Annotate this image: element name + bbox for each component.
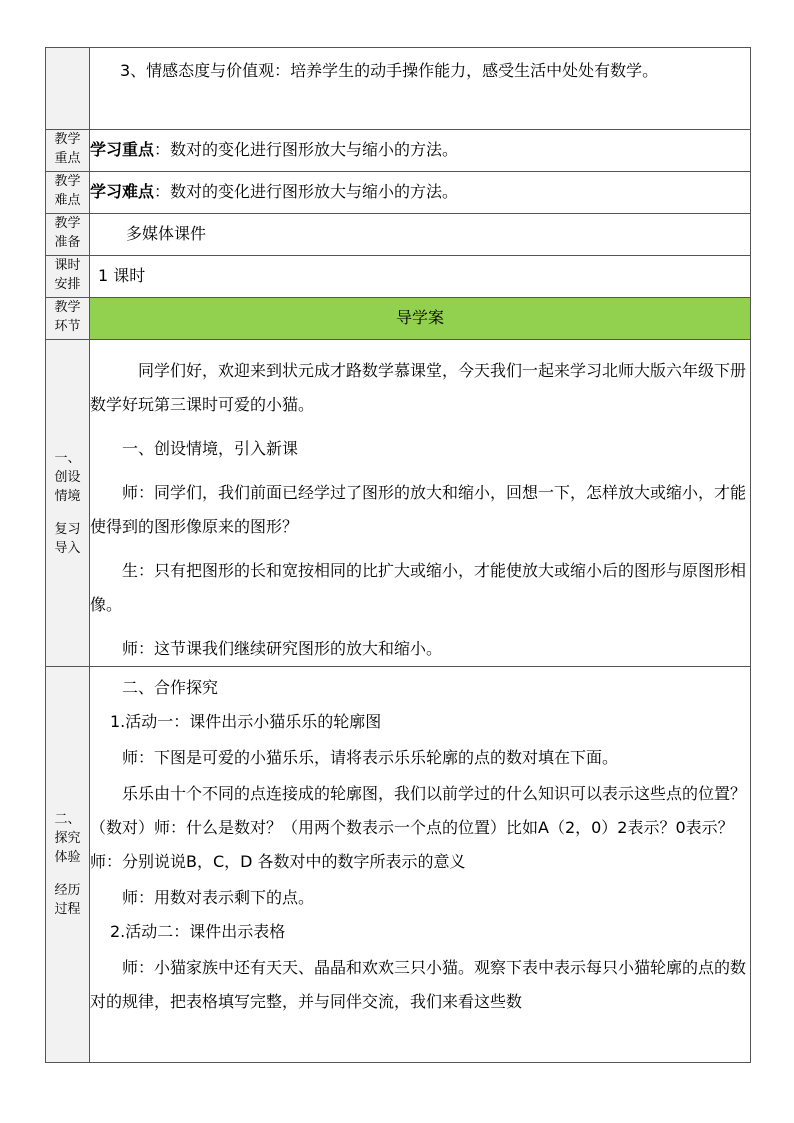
- label-line: 教学: [54, 132, 81, 147]
- spacer: [90, 544, 750, 554]
- goal3-text: 3、情感态度与价值观：培养学生的动手操作能力，感受生活中处处有数学。: [120, 61, 659, 80]
- label-line: 导入: [54, 540, 81, 556]
- schedule-cell: [90, 256, 751, 298]
- label-line: 教学: [54, 216, 81, 231]
- difficulty-text: 数对的变化进行图形放大与缩小的方法。: [170, 182, 459, 201]
- key-point-title: 学习重点: [90, 140, 155, 159]
- row-label-stage: [46, 298, 90, 340]
- label-line: 环节: [54, 319, 81, 334]
- stage-band: [90, 298, 751, 340]
- row-difficulty: [46, 172, 751, 214]
- lesson-plan-table: [45, 47, 751, 1063]
- section1-paragraph: 生：只有把图形的长和宽按相同的比扩大或缩小，才能使放大或缩小后的图形与原图形相像。: [90, 561, 747, 614]
- label-line: 难点: [54, 193, 81, 208]
- row-label-difficulty: [46, 172, 90, 214]
- activity1-heading: 1.活动一：课件出示小猫乐乐的轮廓图: [110, 712, 382, 731]
- preparation-cell: [90, 214, 751, 256]
- difficulty-cell: [90, 172, 751, 214]
- difficulty-title: 学习难点: [90, 182, 155, 201]
- row-emotional-goal: [46, 48, 751, 130]
- section1-paragraph: 师：这节课我们继续研究图形的放大和缩小。: [122, 639, 443, 658]
- row-preparation: [46, 214, 751, 256]
- section1-cell: [90, 340, 751, 667]
- row-key-point: [46, 130, 751, 172]
- label-line: 经历: [54, 883, 81, 898]
- section1-paragraph: 师：同学们，我们前面已经学过了图形的放大和缩小，回想一下，怎样放大或缩小，才能使得到的图形像原来的图形？: [90, 483, 747, 536]
- label-line: 探究: [54, 831, 81, 846]
- spacer: [90, 622, 750, 632]
- activity2-heading: 2.活动二：课件出示表格: [110, 922, 286, 941]
- section2-paragraph: 乐乐由十个不同的点连接成的轮廓图，我们以前学过的什么知识可以表示这些点的位置？（数对）师：什么是数对？（用两个数表示一个点的位置）比如A（2，0）2表示？0表示？ 师：分别说说B，C，D 各数对中的数字所表示的意义: [90, 784, 747, 871]
- section2-cell: [90, 667, 751, 1063]
- label-line: 重点: [54, 151, 81, 166]
- stage-text: 导学案: [395, 308, 444, 327]
- section2-paragraph: 师：下图是可爱的小猫乐乐，请将表示乐乐轮廓的点的数对填在下面。: [122, 748, 619, 767]
- row-section1: [46, 340, 751, 667]
- label-line: 创设: [54, 469, 81, 485]
- spacer: [90, 422, 750, 432]
- label-line: 二、: [54, 812, 81, 827]
- spacer: [90, 466, 750, 476]
- row-label-preparation: [46, 214, 90, 256]
- row-label-schedule: [46, 256, 90, 298]
- label-line: 情境: [54, 488, 81, 504]
- label-line: 过程: [54, 902, 81, 917]
- section2-paragraph: 师：小猫家族中还有天天、晶晶和欢欢三只小猫。观察下表中表示每只小猫轮廓的点的数对的规律，把表格填写完整，并与同伴交流，我们来看这些数: [90, 958, 747, 1011]
- preparation-text: 多媒体课件: [126, 224, 207, 243]
- row-schedule: [46, 256, 751, 298]
- label-line: 教学: [54, 300, 81, 315]
- label-line: 教学: [54, 174, 81, 189]
- row-label-section1: [46, 340, 90, 667]
- key-point-sep: ：: [154, 140, 171, 159]
- label-line: 课时: [54, 258, 81, 273]
- section2-paragraph: 师：用数对表示剩下的点。: [122, 888, 315, 907]
- key-point-text: 数对的变化进行图形放大与缩小的方法。: [170, 140, 459, 159]
- key-point-cell: [90, 130, 751, 172]
- row-stage: [46, 298, 751, 340]
- section1-paragraph: 一、创设情境，引入新课: [122, 439, 299, 458]
- label-line: 一、: [54, 450, 81, 466]
- label-line: 安排: [54, 277, 81, 292]
- difficulty-sep: ：: [154, 182, 171, 201]
- label-line: 体验: [54, 850, 81, 865]
- row-section2: [46, 667, 751, 1063]
- schedule-text: 1 课时: [98, 266, 146, 285]
- label-line: 准备: [54, 235, 81, 250]
- section1-paragraph: 同学们好，欢迎来到状元成才路数学慕课堂，今天我们一起来学习北师大版六年级下册 数学好玩第三课时可爱的小猫。: [90, 361, 747, 414]
- row-label-empty: [46, 48, 90, 130]
- row-label-key-point: [46, 130, 90, 172]
- label-line: 复习: [54, 521, 81, 537]
- goal3-cell: [90, 48, 751, 130]
- section2-heading: 二、合作探究: [122, 678, 219, 697]
- row-label-section2: [46, 667, 90, 1063]
